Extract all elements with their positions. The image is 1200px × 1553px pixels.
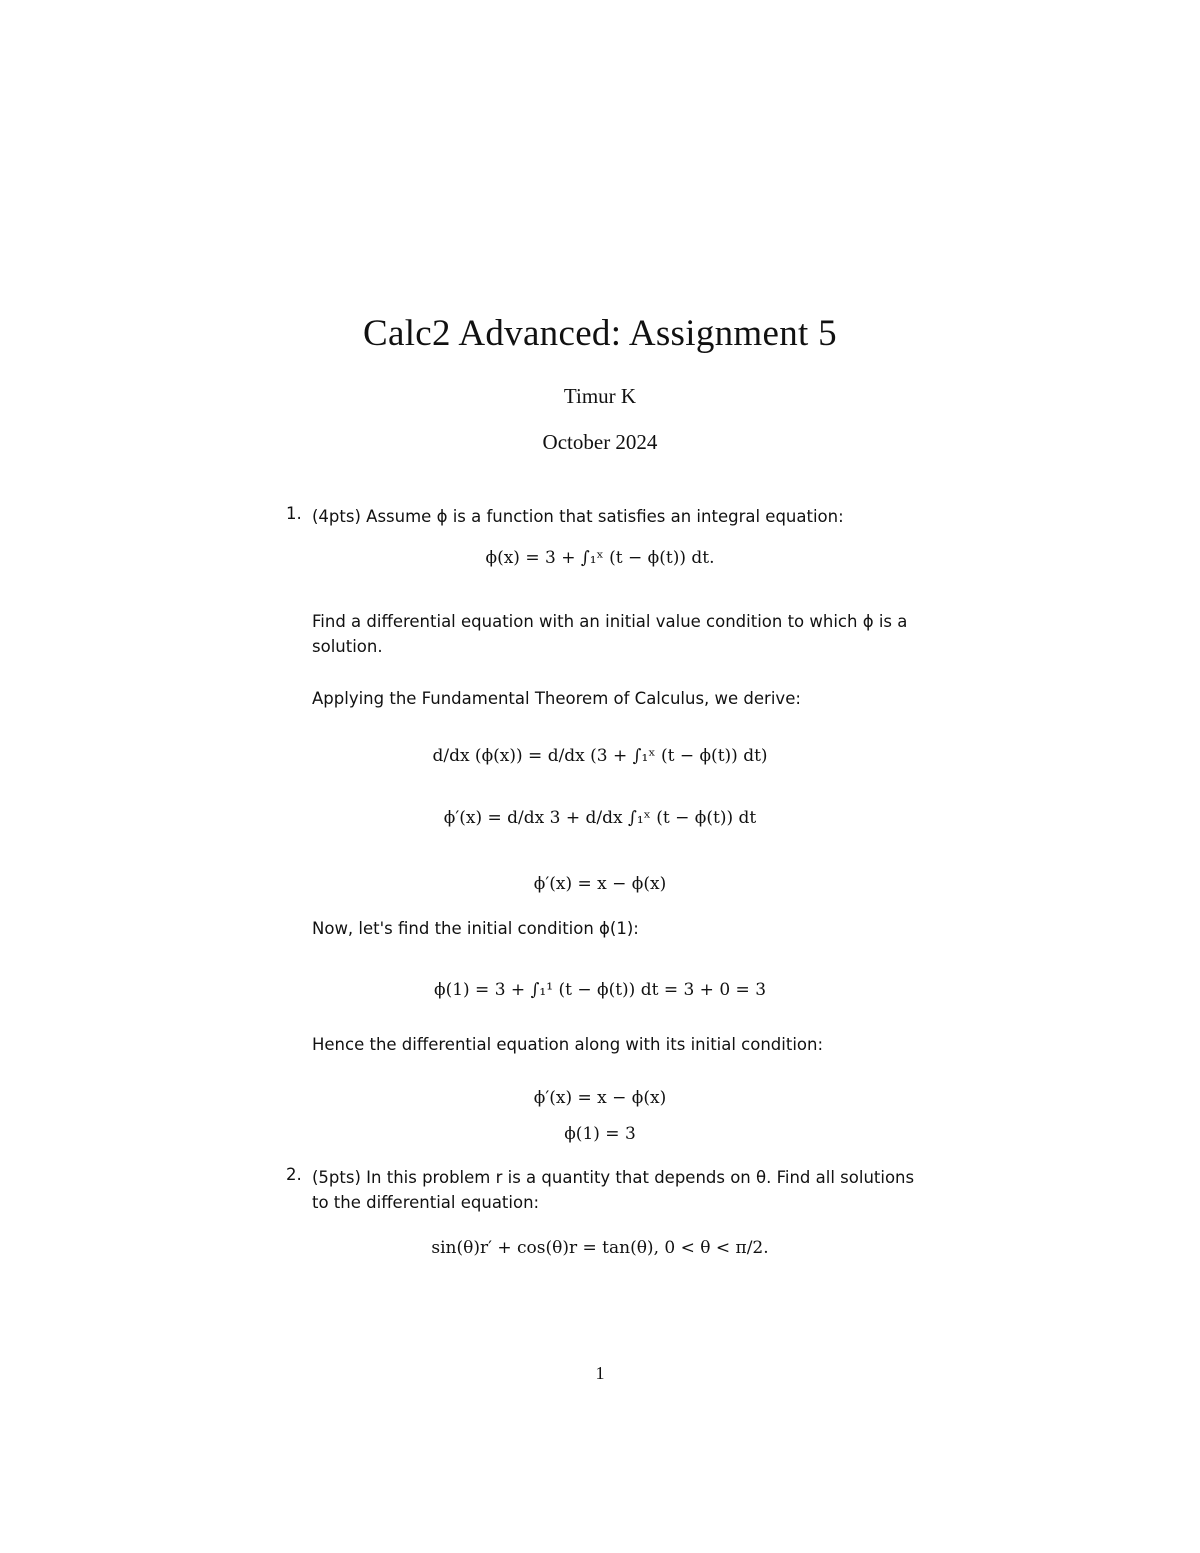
problem-1-number: 1. [286, 504, 302, 523]
derivation-result: ϕ′(x) = x − ϕ(x) [533, 874, 667, 894]
solution-intro: Applying the Fundamental Theorem of Calculus, we derive: [312, 689, 801, 708]
derivation-line-1: d/dx (ϕ(x)) = d/dx (3 + ∫₁ˣ (t − ϕ(t)) dt) [432, 746, 768, 766]
problem-1-question-line1: Find a differential equation with an initial value condition to which ϕ is a [312, 612, 908, 631]
problem-1-statement: (4pts) Assume ϕ is a function that satisfies an integral equation: [312, 507, 844, 526]
final-initial-condition: ϕ(1) = 3 [564, 1124, 636, 1144]
problem-2-equation: sin(θ)r′ + cos(θ)r = tan(θ), 0 < θ < π/2. [431, 1238, 769, 1258]
initial-condition-equation: ϕ(1) = 3 + ∫₁¹ (t − ϕ(t)) dt = 3 + 0 = 3 [433, 980, 767, 1000]
conclusion-intro: Hence the differential equation along with its initial condition: [312, 1035, 824, 1054]
document-date: October 2024 [542, 430, 658, 454]
initial-condition-intro: Now, let's find the initial condition ϕ(1): [312, 919, 639, 938]
problem-1-integral-equation [0, 548, 1200, 568]
problem-1-question-line2: solution. [312, 637, 383, 656]
problem-2-statement-line2: to the differential equation: [312, 1193, 540, 1212]
document-author: Timur K [563, 384, 637, 408]
derivation-line-2: ϕ′(x) = d/dx 3 + d/dx ∫₁ˣ (t − ϕ(t)) dt [443, 808, 757, 828]
final-differential-equation: ϕ′(x) = x − ϕ(x) [533, 1088, 667, 1108]
page-number: 1 [595, 1363, 605, 1383]
problem-2-number: 2. [286, 1165, 302, 1184]
problem-2-statement-line1: (5pts) In this problem r is a quantity that depends on θ. Find all solutions [312, 1168, 915, 1187]
document-title: Calc2 Advanced: Assignment 5 [363, 313, 837, 354]
equation-text: ϕ(x) = 3 + ∫₁ˣ (t − ϕ(t)) dt. [485, 548, 715, 568]
